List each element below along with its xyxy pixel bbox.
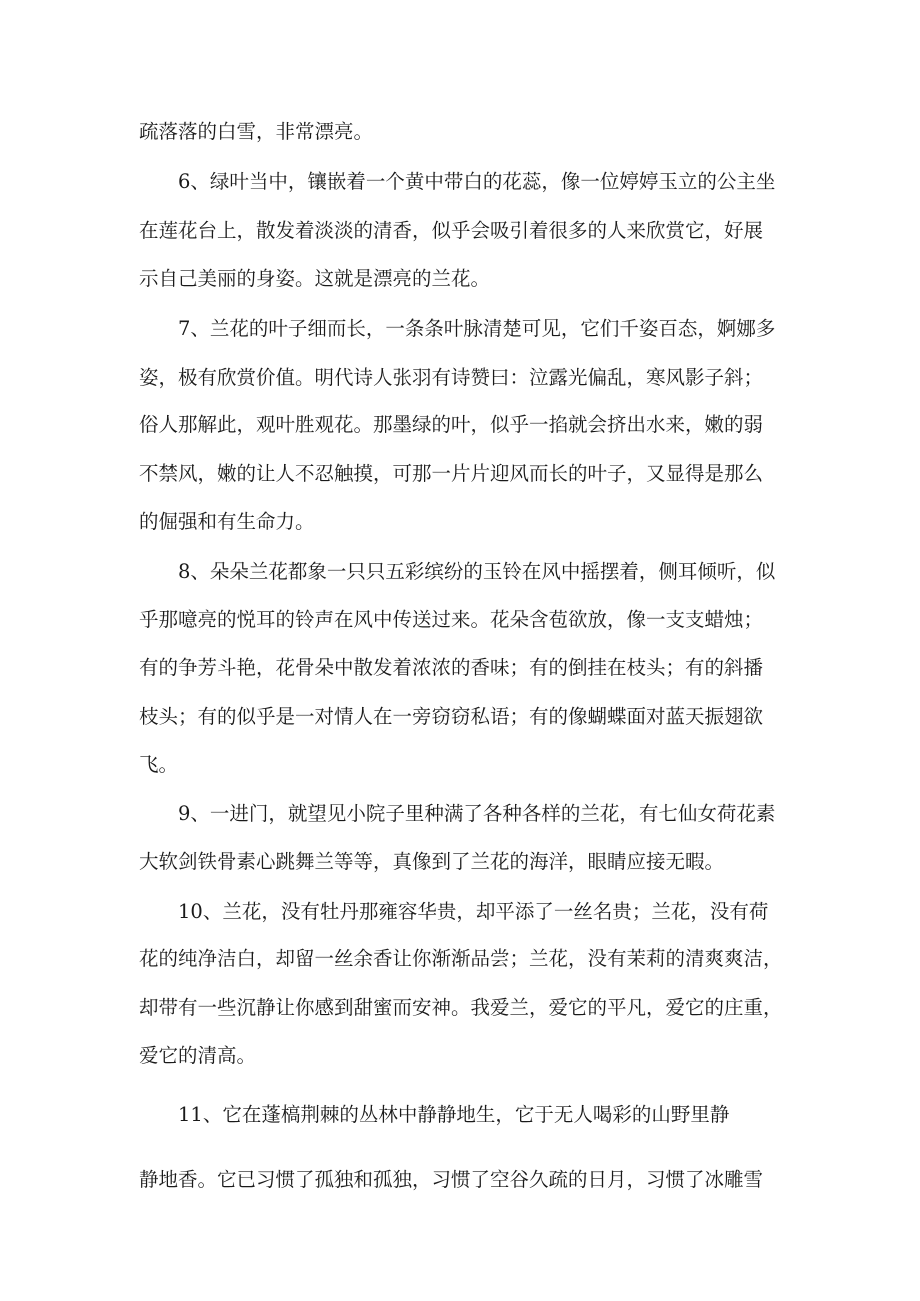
paragraph-8-line: 飞。 [139, 753, 179, 776]
paragraph-10-line: 花的纯净洁白，却留一丝余香让你渐渐品尝；兰花，没有茉莉的清爽爽洁， [139, 947, 783, 970]
paragraph-7-line: 俗人那解此，观叶胜观花。那墨绿的叶，似乎一掐就会挤出水来，嫩的弱 [139, 413, 764, 436]
paragraph-7-line: 不禁风，嫩的让人不忍触摸，可那一片片迎风而长的叶子，又显得是那么 [139, 462, 764, 485]
paragraph-9-line: 大软剑铁骨素心跳舞兰等等，真像到了兰花的海洋，眼睛应接无暇。 [139, 850, 725, 873]
text-line: 疏落落的白雪，非常漂亮。 [139, 120, 374, 143]
paragraph-11-line: 11、它在蓬槁荆棘的丛林中静静地生，它于无人喝彩的山野里静 [178, 1103, 730, 1126]
paragraph-8-line: 有的争芳斗艳，花骨朵中散发着浓浓的香味；有的倒挂在枝头；有的斜播 [139, 656, 764, 679]
paragraph-7-line: 7、兰花的叶子细而长，一条条叶脉清楚可见，它们千姿百态，婀娜多 [178, 317, 776, 340]
paragraph-8-line: 乎那噫亮的悦耳的铃声在风中传送过来。花朵含苞欲放，像一支支蜡烛； [139, 608, 764, 631]
paragraph-8-line: 枝头；有的似乎是一对情人在一旁窃窃私语；有的像蝴蝶面对蓝天振翅欲 [139, 705, 764, 728]
paragraph-6-line: 6、绿叶当中，镶嵌着一个黄中带白的花蕊，像一位婷婷玉立的公主坐 [178, 170, 776, 193]
paragraph-7-line: 的倔强和有生命力。 [139, 510, 315, 533]
paragraph-7-line: 姿，极有欣赏价值。明代诗人张羽有诗赞曰：泣露光偏乱，寒风影子斜； [139, 366, 764, 389]
paragraph-10-line: 爱它的清高。 [139, 1044, 257, 1067]
paragraph-6-line: 示自己美丽的身姿。这就是漂亮的兰花。 [139, 267, 491, 290]
paragraph-10-line: 10、兰花，没有牡丹那雍容华贵，却平添了一丝名贵；兰花，没有荷 [178, 900, 769, 923]
paragraph-11-line: 静地香。它已习惯了孤独和孤独，习惯了空谷久疏的日月，习惯了冰雕雪 [139, 1168, 764, 1191]
paragraph-8-line: 8、朵朵兰花都象一只只五彩缤纷的玉铃在风中摇摆着，侧耳倾听，似 [178, 560, 776, 583]
paragraph-10-line: 却带有一些沉静让你感到甜蜜而安神。我爱兰，爱它的平凡，爱它的庄重， [139, 996, 783, 1019]
paragraph-6-line: 在莲花台上，散发着淡淡的清香，似乎会吸引着很多的人来欣赏它，好展 [139, 219, 764, 242]
paragraph-9-line: 9、一进门，就望见小院子里种满了各种各样的兰花，有七仙女荷花素 [178, 802, 776, 825]
